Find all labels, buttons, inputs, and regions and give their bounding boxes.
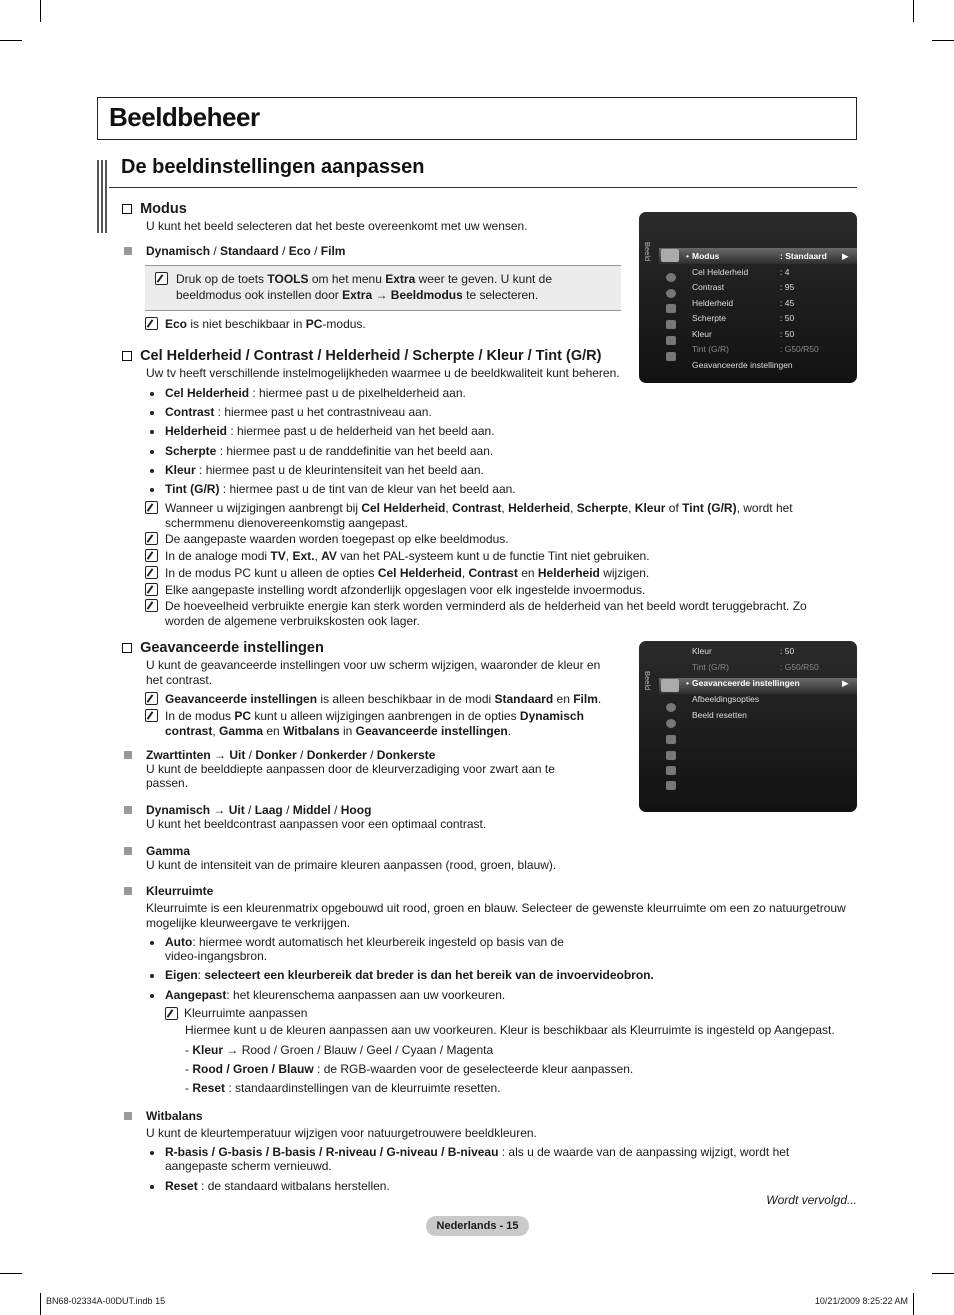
zwart-desc-1: U kunt de beelddiepte aanpassen door de kleurverzadiging voor zwart aan te xyxy=(146,762,555,776)
section-title: De beeldinstellingen aanpassen xyxy=(121,156,425,178)
cel-note-line: schermmenu dienovereenkomstig aangepast. xyxy=(165,516,408,530)
witbalans-heading: Witbalans xyxy=(146,1109,203,1123)
kr-dash-item: - Reset : standaardinstellingen van de kleurruimte resetten. xyxy=(185,1081,501,1095)
note-icon xyxy=(165,1007,178,1020)
note-icon xyxy=(145,549,158,562)
section-bar xyxy=(97,160,109,233)
square-bullet-icon xyxy=(124,247,132,255)
crop-mark xyxy=(913,1293,914,1315)
cel-bullet: Tint (G/R) : hiermee past u de tint van de kleur van het beeld aan. xyxy=(165,482,516,496)
kleurruimte-desc-1: Kleurruimte is een kleurenmatrix opgebouwd uit rood, groen en blauw. Selecteer de gewenste kleurruimte om een zo natuurgetrouw xyxy=(146,901,846,915)
wb-bullet-1a: R-basis / G-basis / B-basis / R-niveau / G-niveau / B-niveau : als u de waarde van de aanpassing wijzigt, wordt het xyxy=(165,1145,790,1159)
cel-note-line: In de modus PC kunt u alleen de opties Cel Helderheid, Contrast en Helderheid wijzigen. xyxy=(165,566,650,580)
geav-note-2a: In de modus PC kunt u alleen wijzigingen aanbrengen in de opties Dynamisch xyxy=(165,709,584,723)
picture-icon xyxy=(661,249,679,262)
bullet-icon xyxy=(150,941,154,945)
osd-menu-geavanceerd xyxy=(639,641,857,812)
note-icon xyxy=(145,709,158,722)
input-icon xyxy=(666,751,676,760)
print-date: 10/21/2009 8:25:22 AM xyxy=(814,1296,908,1306)
geav-desc-2: het contrast. xyxy=(146,673,213,687)
note-icon xyxy=(145,692,158,705)
support-icon xyxy=(666,781,676,790)
square-bullet-icon xyxy=(124,751,132,759)
osd-row-value: : Standaard xyxy=(780,251,827,261)
kr-note: Kleurruimte aanpassen xyxy=(184,1006,308,1020)
square-bullet-icon xyxy=(124,847,132,855)
square-bullet-icon xyxy=(124,1112,132,1120)
osd-row-label: Modus xyxy=(692,251,720,261)
page-title: Beeldbeheer xyxy=(109,102,260,132)
osd-row-label: Helderheid xyxy=(692,297,734,308)
osd-row-label: Tint (G/R) xyxy=(692,662,729,672)
arrow-right-icon: ▶ xyxy=(842,678,849,688)
kr-note-desc: Hiermee kunt u de kleuren aanpassen aan uw voorkeuren. Kleur is beschikbaar als Kleurruimte is ingesteld op Aangepast. xyxy=(185,1023,835,1037)
osd-row-label: Tint (G/R) xyxy=(692,344,729,354)
osd-row-value: : 50 xyxy=(780,313,795,323)
osd-menu-beeld xyxy=(639,212,857,383)
osd-row-label: Geavanceerde instellingen xyxy=(692,678,800,688)
crop-mark xyxy=(932,1273,954,1274)
print-file: BN68-02334A-00DUT.indb 15 xyxy=(46,1296,166,1306)
kr-auto-1: Auto: hiermee wordt automatisch het kleurbereik ingesteld op basis van de xyxy=(165,935,564,949)
bullet-icon xyxy=(150,430,154,434)
bullet-icon xyxy=(150,488,154,492)
kr-dash-item: - Rood / Groen / Blauw : de RGB-waarden voor de geselecteerde kleur aanpassen. xyxy=(185,1062,634,1076)
osd-row-value: : G50/R50 xyxy=(780,344,819,354)
note-icon xyxy=(145,317,158,330)
osd-row-value: : 95 xyxy=(780,282,795,292)
cel-note-line: De hoeveelheid verbruikte energie kan sterk worden verminderd als de helderheid van het beeld wordt teruggebracht. Zo xyxy=(165,599,807,613)
geav-note-1: Geavanceerde instellingen is alleen beschikbaar in de modi Standaard en Film. xyxy=(165,692,602,706)
page-title-box xyxy=(97,97,857,140)
wb-bullet-1b: aangepaste scherm vernieuwd. xyxy=(165,1159,332,1173)
arrow-right-icon: ▶ xyxy=(842,251,849,261)
kleurruimte-desc-2: mogelijke kleurweergave te verkrijgen. xyxy=(146,916,351,930)
settings-icon xyxy=(666,304,676,313)
osd-row-bullet: • xyxy=(686,678,689,688)
geav-note-2b: contrast, Gamma en Witbalans in Geavanceerde instellingen. xyxy=(165,724,512,738)
kr-aangepast: Aangepast: het kleurenschema aanpassen aan uw voorkeuren. xyxy=(165,988,506,1002)
osd-side-label: Beeld xyxy=(643,671,652,691)
modus-heading: Modus xyxy=(122,201,187,217)
bullet-icon xyxy=(150,1185,154,1189)
bullet-icon xyxy=(150,411,154,415)
dyn-desc: U kunt het beeldcontrast aanpassen voor een optimaal contrast. xyxy=(146,817,487,831)
cel-note-line: Wanneer u wijzigingen aanbrengt bij Cel Helderheid, Contrast, Helderheid, Scherpte, Kleur of Tint (G/R), wordt het xyxy=(165,501,793,515)
zwart-desc-2: passen. xyxy=(146,776,189,790)
geav-desc-1: U kunt de geavanceerde instellingen voor uw scherm wijzigen, waaronder de kleur en xyxy=(146,658,601,672)
osd-row-label: Kleur xyxy=(692,646,712,656)
cel-bullet: Kleur : hiermee past u de kleurintensiteit van het beeld aan. xyxy=(165,462,484,477)
crop-mark xyxy=(932,40,954,41)
cel-note-line: De aangepaste waarden worden toegepast op elke beeldmodus. xyxy=(165,532,509,546)
crop-mark xyxy=(40,0,41,22)
cel-desc: Uw tv heeft verschillende instelmogelijkheden waarmee u de beeldkwaliteit kunt beheren. xyxy=(146,366,620,380)
eco-note: Eco is niet beschikbaar in PC-modus. xyxy=(165,317,366,331)
dyn-heading: Dynamisch → Uit / Laag / Middel / Hoog xyxy=(146,803,372,817)
kr-auto-2: video-ingangsbron. xyxy=(165,949,268,963)
tools-icon xyxy=(155,272,168,285)
bullet-icon xyxy=(150,469,154,473)
note-icon xyxy=(145,501,158,514)
cel-note-line: In de analoge modi TV, Ext., AV van het PAL-systeem kunt u de functie Tint niet gebruiken. xyxy=(165,549,650,563)
cel-note-line: Elke aangepaste instelling wordt afzonderlijk opgeslagen voor elk ingestelde invoermodus. xyxy=(165,583,646,597)
crop-mark xyxy=(0,1273,22,1274)
continued-note: Wordt vervolgd... xyxy=(766,1193,857,1207)
note-icon xyxy=(145,583,158,596)
crop-mark xyxy=(913,0,914,22)
crop-mark xyxy=(40,1293,41,1315)
gamma-desc: U kunt de intensiteit van de primaire kleuren aanpassen (rood, groen, blauw). xyxy=(146,858,557,872)
square-bullet-icon xyxy=(124,806,132,814)
checkbox-icon xyxy=(122,204,132,214)
tools-note-line1: Druk op de toets TOOLS om het menu Extra weer te geven. U kunt de xyxy=(176,272,553,286)
checkbox-icon xyxy=(122,643,132,653)
osd-row-label: Geavanceerde instellingen xyxy=(692,359,793,370)
cel-bullet: Contrast : hiermee past u het contrastniveau aan. xyxy=(165,405,432,420)
sound-icon xyxy=(666,273,676,282)
osd-row-value: : 4 xyxy=(780,266,790,277)
bullet-icon xyxy=(150,392,154,396)
input-icon xyxy=(666,320,676,329)
kr-eigen: Eigen: selecteert een kleurbereik dat breder is dan het bereik van de invoervideobron. xyxy=(165,968,654,982)
tools-note-line2: beeldmodus ook instellen door Extra → Beeldmodus te selecteren. xyxy=(176,288,539,302)
osd-row-label: Kleur xyxy=(692,328,712,339)
bullet-icon xyxy=(150,450,154,454)
square-bullet-icon xyxy=(124,887,132,895)
channel-icon xyxy=(666,289,676,298)
wb-bullet-2: Reset : de standaard witbalans herstellen. xyxy=(165,1179,390,1193)
note-icon xyxy=(145,599,158,612)
cel-heading: Cel Helderheid / Contrast / Helderheid / Scherpte / Kleur / Tint (G/R) xyxy=(122,348,601,364)
kr-dash-item: - Kleur → Rood / Groen / Blauw / Geel / Cyaan / Magenta xyxy=(185,1043,494,1057)
application-icon xyxy=(666,766,676,775)
osd-row-label: Scherpte xyxy=(692,313,727,323)
osd-side-label: Beeld xyxy=(643,242,652,262)
modus-options: Dynamisch / Standaard / Eco / Film xyxy=(146,244,346,258)
witbalans-desc: U kunt de kleurtemperatuur wijzigen voor natuurgetrouwere beeldkleuren. xyxy=(146,1126,537,1140)
kleurruimte-heading: Kleurruimte xyxy=(146,884,214,898)
cel-bullet: Scherpte : hiermee past u de randdefinitie van het beeld aan. xyxy=(165,443,494,458)
cel-bullet: Helderheid : hiermee past u de helderheid van het beeld aan. xyxy=(165,424,495,439)
osd-row-value: : G50/R50 xyxy=(780,662,819,672)
osd-row-bullet: • xyxy=(686,251,689,261)
osd-row-label: Cel Helderheid xyxy=(692,266,749,277)
cel-bullet: Cel Helderheid : hiermee past u de pixelhelderheid aan. xyxy=(165,386,466,400)
note-icon xyxy=(145,566,158,579)
osd-row-value: : 45 xyxy=(780,297,795,308)
gamma-heading: Gamma xyxy=(146,844,191,858)
crop-mark xyxy=(0,40,22,41)
sound-icon xyxy=(666,703,676,712)
osd-row-label: Afbeeldingsopties xyxy=(692,694,760,704)
bullet-icon xyxy=(150,1151,154,1155)
application-icon xyxy=(666,336,676,345)
zwart-heading: Zwarttinten → Uit / Donker / Donkerder / Donkerste xyxy=(146,748,436,762)
osd-row-label: Contrast xyxy=(692,282,725,292)
note-icon xyxy=(145,532,158,545)
osd-row-value: : 50 xyxy=(780,646,795,656)
settings-icon xyxy=(666,735,676,744)
osd-row-value: : 50 xyxy=(780,328,795,339)
modus-desc: U kunt het beeld selecteren dat het beste overeenkomt met uw wensen. xyxy=(146,219,528,233)
page-number: Nederlands - 15 xyxy=(426,1216,529,1236)
osd-row-label: Beeld resetten xyxy=(692,710,747,720)
picture-icon xyxy=(661,679,679,692)
bullet-icon xyxy=(150,974,154,978)
geav-heading: Geavanceerde instellingen xyxy=(122,640,324,656)
channel-icon xyxy=(666,719,676,728)
support-icon xyxy=(666,352,676,361)
bullet-icon xyxy=(150,994,154,998)
section-rule xyxy=(109,187,857,188)
cel-note-line: worden de algemene verbruikskosten ook lager. xyxy=(165,614,420,628)
checkbox-icon xyxy=(122,351,132,361)
